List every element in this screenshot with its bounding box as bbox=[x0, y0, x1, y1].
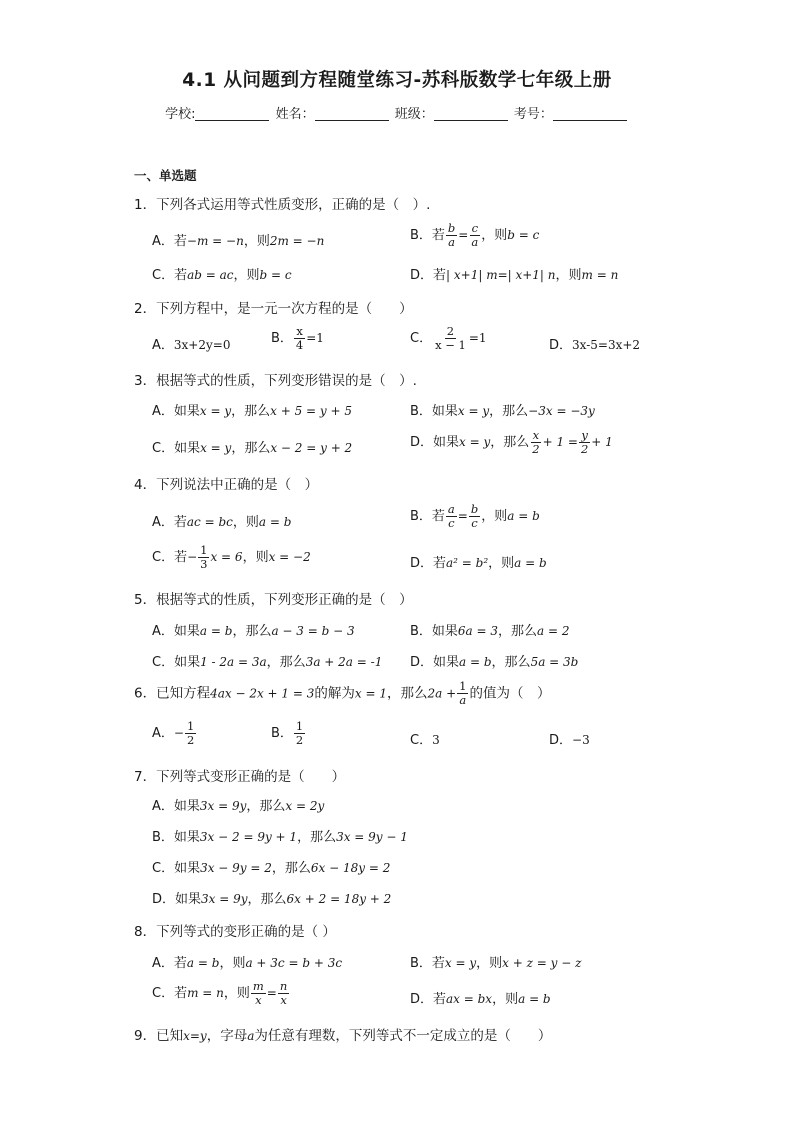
question-7-option-d[interactable]: D．如果3x = 9y，那么6x + 2 = 18y + 2 bbox=[152, 892, 392, 907]
question-6-option-a[interactable]: A．− $\frac{1}{2}$ bbox=[152, 719, 195, 747]
name-blank[interactable] bbox=[315, 106, 389, 121]
question-7-stem: 7．下列等式变形正确的是（ ） bbox=[134, 769, 346, 785]
question-7-option-a[interactable]: A．如果3x = 9y，那么x = 2y bbox=[152, 799, 325, 814]
question-7-option-b[interactable]: B．如果3x − 2 = 9y + 1，那么3x = 9y − 1 bbox=[152, 830, 408, 845]
question-6-stem: 6．已知方程4ax − 2x + 1 = 3的解为x = 1，那么2a + $\frac{1}{a}$ 的值为（ ） bbox=[134, 679, 551, 707]
question-8-option-d[interactable]: D．若ax = bx，则a = b bbox=[410, 992, 551, 1007]
question-5-option-a[interactable]: A．如果a = b，那么a − 3 = b − 3 bbox=[152, 624, 355, 639]
question-5-option-d[interactable]: D．如果a = b，那么5a = 3b bbox=[410, 655, 579, 670]
question-5-stem: 5．根据等式的性质，下列变形正确的是（ ） bbox=[134, 592, 413, 608]
school-label: 学校: bbox=[165, 107, 196, 122]
question-7-option-c[interactable]: C．如果3x − 9y = 2，那么6x − 18y = 2 bbox=[152, 861, 391, 876]
school-blank[interactable] bbox=[195, 106, 269, 121]
section-title: 一、单选题 bbox=[134, 168, 197, 183]
question-9-stem: 9．已知x=y，字母a为任意有理数，下列等式不一定成立的是（ ） bbox=[134, 1028, 552, 1044]
question-8-option-b[interactable]: B．若x = y，则x + z = y − z bbox=[410, 956, 582, 971]
question-2-option-a[interactable]: A．3x+2y=0 bbox=[152, 338, 231, 353]
question-4-option-a[interactable]: A．若ac = bc，则a = b bbox=[152, 515, 292, 530]
question-4-option-c[interactable]: C．若− $\frac{1}{3}$ x = 6，则x = −2 bbox=[152, 543, 311, 571]
question-4-option-b[interactable]: B．若 $\frac{a}{c}$ = $\frac{b}{c}$ ，则a = b bbox=[410, 502, 540, 530]
question-8-option-c[interactable]: C．若m = n，则 $\frac{m}{x}$ = $\frac{n}{x}$ bbox=[152, 979, 288, 1007]
question-1-option-c[interactable]: C．若ab = ac，则b = c bbox=[152, 268, 292, 283]
question-8-option-a[interactable]: A．若a = b，则a + 3c = b + 3c bbox=[152, 956, 343, 971]
question-3-option-a[interactable]: A．如果x = y，那么x + 5 = y + 5 bbox=[152, 404, 353, 419]
question-1-option-d[interactable]: D．若| x+1| m=| x+1| n，则m = n bbox=[410, 268, 619, 283]
question-2-stem: 2．下列方程中，是一元一次方程的是（ ） bbox=[134, 301, 413, 317]
student-info-line bbox=[0, 103, 794, 122]
page-title: 4.1 从问题到方程随堂练习-苏科版数学七年级上册 bbox=[182, 70, 612, 91]
question-3-option-d[interactable]: D．如果x = y，那么 $\frac{x}{2}$ + 1 = $\frac{y}{2}$ + 1 bbox=[410, 428, 613, 456]
class-label: 班级： bbox=[394, 107, 434, 122]
exam-no-label: 考号： bbox=[513, 107, 553, 122]
question-3-option-b[interactable]: B．如果x = y，那么−3x = −3y bbox=[410, 404, 595, 419]
name-label: 姓名： bbox=[275, 107, 315, 122]
exam-no-blank[interactable] bbox=[553, 106, 627, 121]
question-3-option-c[interactable]: C．如果x = y，那么x − 2 = y + 2 bbox=[152, 441, 353, 456]
question-8-stem: 8．下列等式的变形正确的是（ ） bbox=[134, 924, 336, 940]
question-1-option-b[interactable]: B．若 $\frac{b}{a}$ = $\frac{c}{a}$ ，则b = c bbox=[410, 221, 540, 249]
question-6-option-d[interactable]: D．−3 bbox=[549, 733, 590, 748]
question-2-option-b[interactable]: B． $\frac{x}{4}$ =1 bbox=[271, 324, 324, 352]
question-3-stem: 3．根据等式的性质，下列变形错误的是（ ）. bbox=[134, 373, 417, 389]
question-4-stem: 4．下列说法中正确的是（ ） bbox=[134, 477, 319, 493]
class-blank[interactable] bbox=[434, 106, 508, 121]
question-2-option-c[interactable]: C． $\frac{2}{x - 1}$ =1 bbox=[410, 324, 487, 352]
question-5-option-b[interactable]: B．如果6a = 3，那么a = 2 bbox=[410, 624, 570, 639]
question-1-stem: 1．下列各式运用等式性质变形，正确的是（ ）. bbox=[134, 197, 431, 213]
question-5-option-c[interactable]: C．如果1 - 2a = 3a，那么3a + 2a = -1 bbox=[152, 655, 383, 670]
question-1-option-a[interactable]: A．若−m = −n，则2m = −n bbox=[152, 234, 325, 249]
question-6-option-c[interactable]: C．3 bbox=[410, 733, 440, 748]
question-4-option-d[interactable]: D．若a² = b²，则a = b bbox=[410, 556, 547, 571]
question-2-option-d[interactable]: D．3x-5=3x+2 bbox=[549, 338, 641, 353]
question-6-option-b[interactable]: B． $\frac{1}{2}$ bbox=[271, 719, 304, 747]
